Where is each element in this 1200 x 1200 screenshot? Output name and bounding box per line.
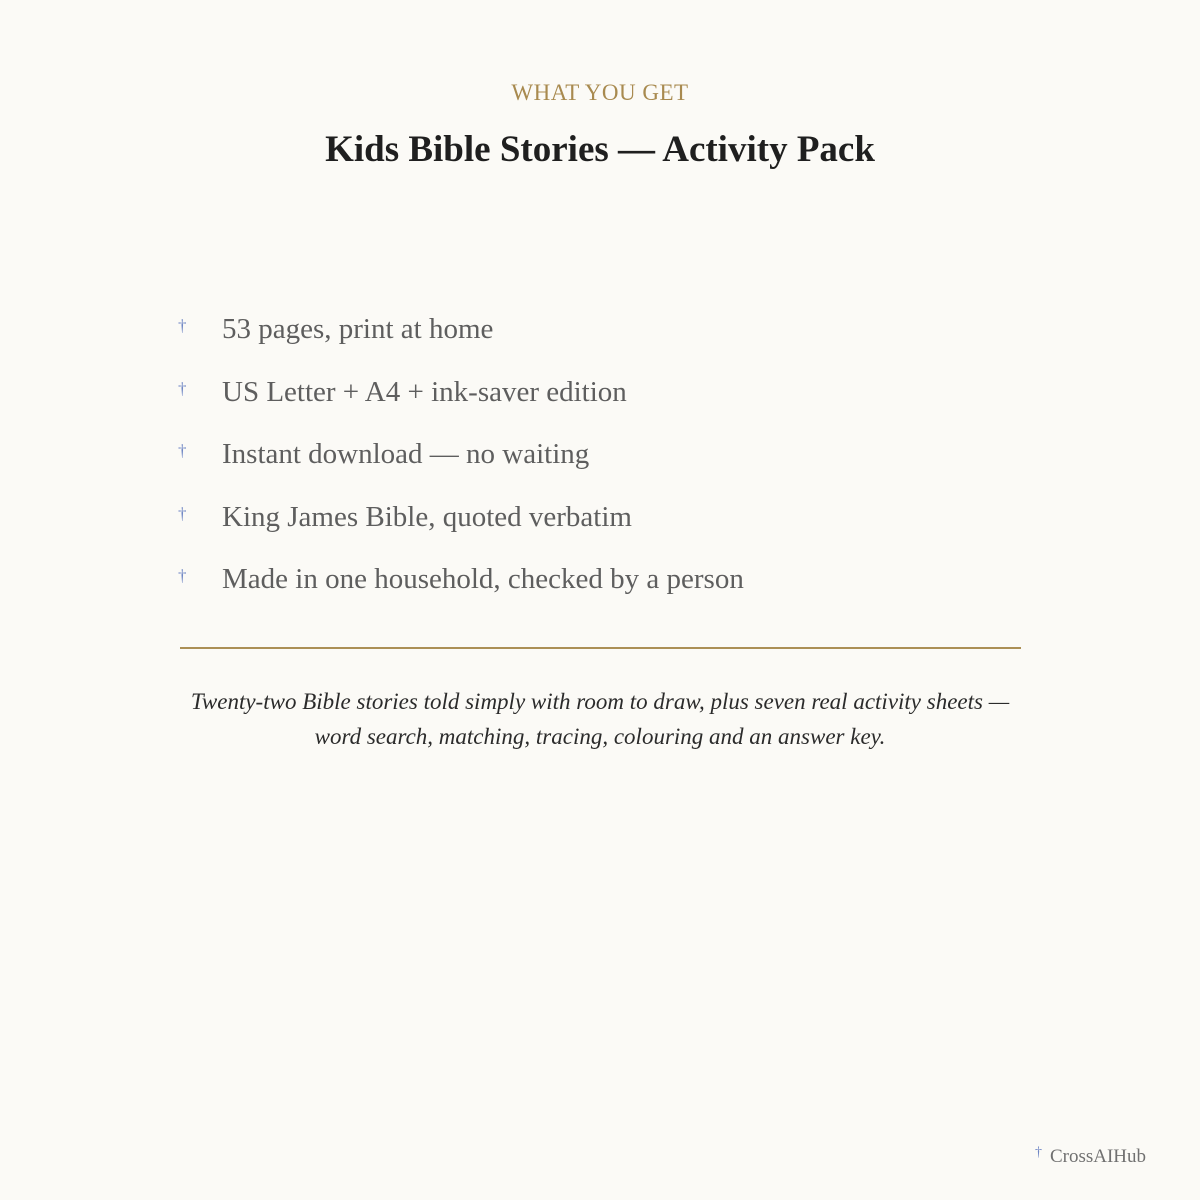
feature-item	[178, 376, 1038, 439]
feature-text: 53 pages, print at home	[222, 313, 494, 345]
cross-icon: †	[178, 316, 187, 335]
feature-text: US Letter + A4 + ink-saver edition	[222, 375, 627, 408]
feature-item	[178, 438, 1038, 501]
cross-icon: †	[178, 441, 187, 460]
feature-item	[178, 313, 1038, 376]
cross-icon: †	[178, 378, 187, 398]
feature-list	[178, 313, 1038, 626]
feature-item	[178, 501, 1038, 564]
cross-icon: †	[1034, 1145, 1042, 1160]
pack-description: Twenty-two Bible stories told simply with room to draw, plus seven real activity sheets — word search, matching, tracing, colouring and an answer key.	[190, 689, 1010, 749]
brand-mark	[1035, 1146, 1146, 1168]
cross-icon: †	[178, 566, 187, 585]
gold-divider	[180, 647, 1021, 649]
page-title: Kids Bible Stories — Activity Pack	[325, 129, 875, 170]
feature-item	[178, 563, 1038, 626]
feature-text: Instant download — no waiting	[222, 438, 590, 470]
section-eyebrow: WHAT YOU GET	[511, 80, 689, 105]
feature-text: King James Bible, quoted verbatim	[222, 500, 632, 533]
cross-icon: †	[178, 503, 187, 523]
brand-name: CrossAIHub	[1049, 1146, 1146, 1167]
feature-text: Made in one household, checked by a person	[222, 563, 744, 595]
